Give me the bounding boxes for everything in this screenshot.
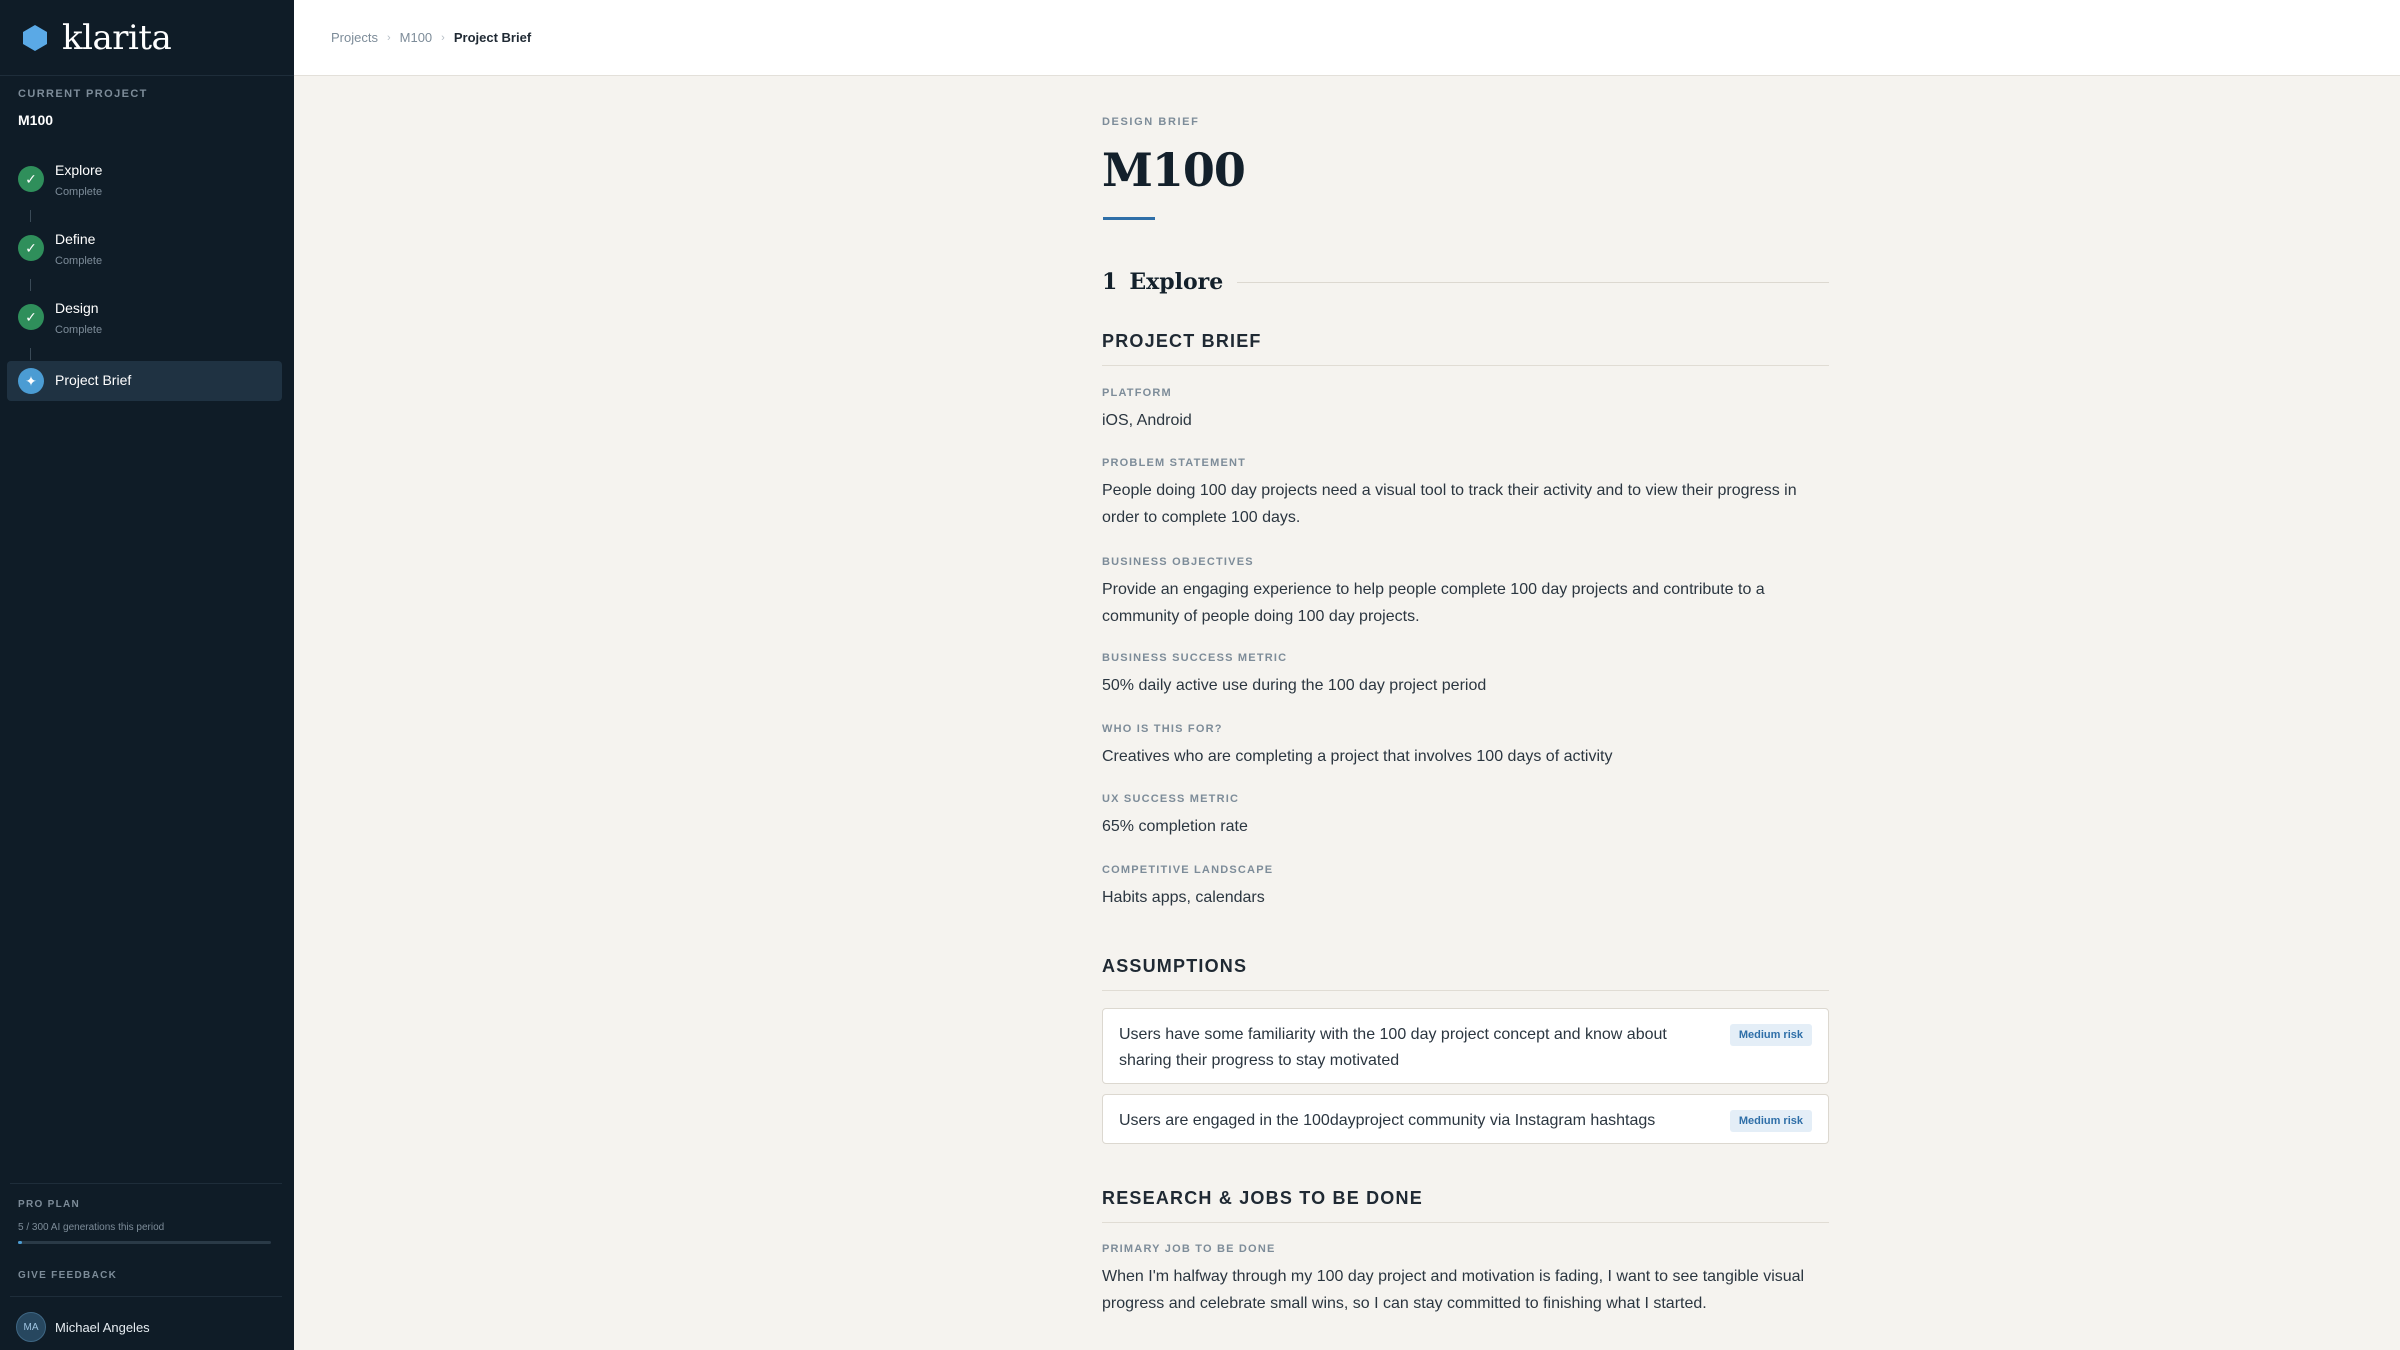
assumptions-heading: ASSUMPTIONS [1102, 956, 1829, 991]
step-title: Explore [55, 162, 103, 178]
field-label: WHO IS THIS FOR? [1102, 723, 1223, 735]
user-name: Michael Angeles [55, 1319, 150, 1335]
divider [10, 1296, 282, 1297]
hexagon-logo-icon [22, 24, 48, 52]
step-title: Project Brief [55, 372, 132, 388]
step-status: Complete [55, 324, 103, 336]
give-feedback-link[interactable]: GIVE FEEDBACK [18, 1270, 118, 1281]
project-brief-heading: PROJECT BRIEF [1102, 331, 1829, 366]
field-value: Provide an engaging experience to help people complete 100 day projects and contribute to a community of people doing 100 day projects. [1102, 581, 1765, 625]
current-project-label: CURRENT PROJECT [18, 88, 148, 100]
field-value: 65% completion rate [1102, 818, 1248, 835]
field-label: BUSINESS SUCCESS METRIC [1102, 652, 1288, 664]
step-list [0, 152, 294, 389]
field-value: 50% daily active use during the 100 day project period [1102, 677, 1487, 694]
breadcrumb [294, 0, 2400, 76]
field-value: iOS, Android [1102, 412, 1192, 429]
field-label: COMPETITIVE LANDSCAPE [1102, 864, 1274, 876]
field-label: UX SUCCESS METRIC [1102, 793, 1240, 805]
avatar: MA [16, 1312, 46, 1342]
assumption-card[interactable] [1102, 1094, 1829, 1144]
chevron-right-icon: › [441, 31, 445, 44]
step-title: Design [55, 300, 99, 316]
assumption-text: Users are engaged in the 100dayproject community via Instagram hashtags [1119, 1112, 1656, 1129]
chevron-right-icon: › [386, 31, 391, 44]
field-value: Habits apps, calendars [1102, 889, 1265, 906]
breadcrumb-project[interactable]: M100 [399, 30, 433, 45]
brand-name: klarita [62, 17, 172, 58]
sparkle-icon: ✦ [18, 368, 44, 394]
current-project-name: M100 [18, 112, 54, 128]
risk-badge: Medium risk [1730, 1110, 1812, 1132]
step-title: Define [55, 231, 96, 247]
step-status: Complete [55, 186, 103, 198]
assumption-text: Users have some familiarity with the 100 day project concept and know about sharing their progress to stay motivated [1119, 1026, 1667, 1069]
plan-usage: 5 / 300 AI generations this period [18, 1222, 165, 1233]
step-project-brief[interactable] [7, 361, 282, 401]
section-header-explore [1102, 269, 1829, 295]
check-icon: ✓ [18, 304, 44, 330]
research-heading: RESEARCH & JOBS TO BE DONE [1102, 1188, 1829, 1223]
usage-progress-fill [18, 1241, 22, 1244]
field-label: PROBLEM STATEMENT [1102, 457, 1247, 469]
section-number: 1 [1102, 269, 1118, 295]
breadcrumb-projects[interactable]: Projects [331, 30, 378, 45]
assumption-card[interactable] [1102, 1008, 1829, 1084]
divider [10, 1183, 282, 1184]
field-value: When I'm halfway through my 100 day project and motivation is fading, I want to see tangible visual progress and celebrate small wins, so I can stay committed to finishing what I started. [1102, 1268, 1805, 1312]
field-label: BUSINESS OBJECTIVES [1102, 556, 1254, 568]
page-title: M100 [1102, 143, 1245, 197]
step-status: Complete [55, 255, 103, 267]
step-design[interactable] [0, 290, 294, 359]
field-label: PLATFORM [1102, 387, 1172, 399]
step-define[interactable] [0, 221, 294, 290]
field-value: Creatives who are completing a project that involves 100 days of activity [1102, 748, 1613, 765]
section-title: Explore [1129, 269, 1224, 295]
breadcrumb-current: Project Brief [453, 30, 532, 45]
step-connector [30, 348, 31, 360]
usage-progress-bar [18, 1241, 271, 1244]
step-explore[interactable] [0, 152, 294, 221]
brand[interactable] [0, 0, 294, 76]
doc-eyebrow: DESIGN BRIEF [1102, 116, 1200, 128]
check-icon: ✓ [18, 235, 44, 261]
user-profile[interactable] [16, 1312, 150, 1342]
field-label: PRIMARY JOB TO BE DONE [1102, 1243, 1276, 1255]
check-icon: ✓ [18, 166, 44, 192]
section-divider [1237, 282, 1829, 283]
sidebar [0, 0, 294, 1350]
risk-badge: Medium risk [1730, 1024, 1812, 1046]
plan-label: PRO PLAN [18, 1199, 81, 1210]
field-value: People doing 100 day projects need a visual tool to track their activity and to view their progress in order to complete 100 days. [1102, 482, 1797, 526]
title-underline [1103, 217, 1155, 220]
